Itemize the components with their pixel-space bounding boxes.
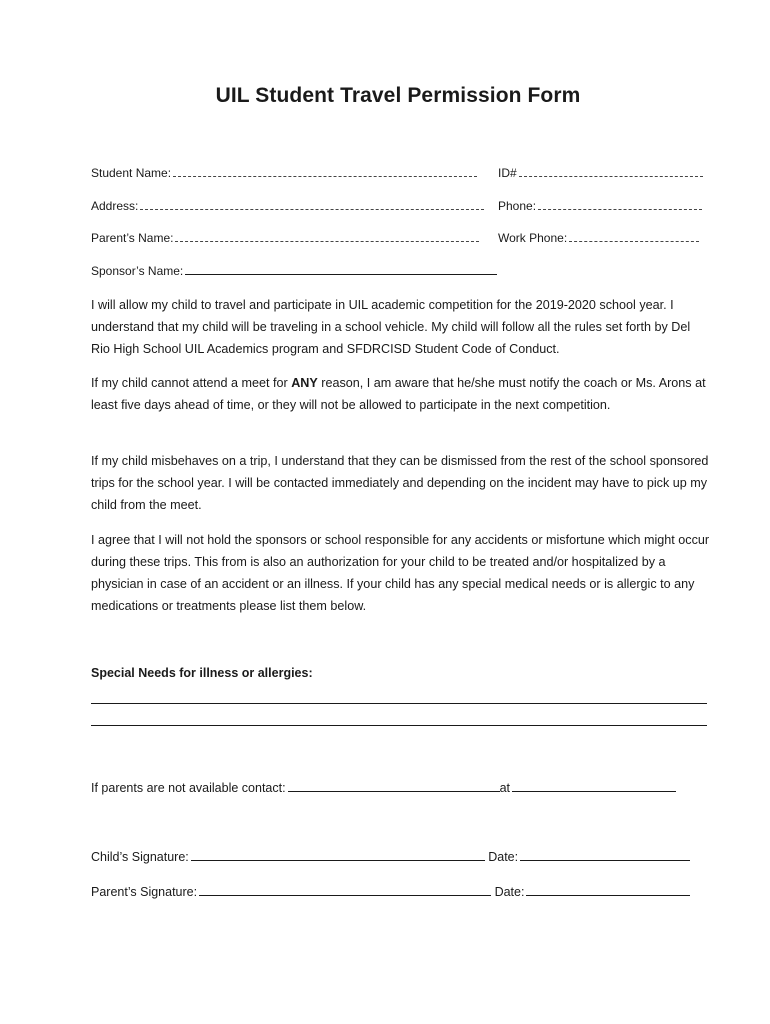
phone-row bbox=[498, 198, 702, 214]
parent-name-row bbox=[91, 230, 479, 246]
parent-date-label: Date: bbox=[494, 885, 525, 899]
work-phone-row bbox=[498, 230, 699, 246]
special-needs-line-2[interactable] bbox=[91, 725, 707, 726]
paragraph-liability: I agree that I will not hold the sponsors or school responsible for any accidents or misfortune which might occur during these trips. This from is also an authorization for your child to be treated and/or hospitalized by a physician in case of an accident or an illness. If your child has any special medical needs or is allergic to any medications or treatments please list them below. bbox=[91, 533, 710, 613]
child-date-label: Date: bbox=[488, 850, 519, 864]
sponsor-name-field[interactable] bbox=[185, 263, 497, 275]
contact-name-field[interactable] bbox=[288, 780, 500, 792]
contact-at-label: at bbox=[499, 781, 510, 795]
special-needs-line-1[interactable] bbox=[91, 703, 707, 704]
parent-name-field[interactable] bbox=[175, 230, 479, 242]
sponsor-name-row bbox=[91, 263, 497, 279]
contact-label: If parents are not available contact: bbox=[91, 781, 286, 795]
student-name-label: Student Name: bbox=[91, 166, 172, 180]
special-needs-heading: Special Needs for illness or allergies: bbox=[91, 666, 313, 680]
id-field[interactable] bbox=[519, 165, 703, 177]
parent-name-label: Parent’s Name: bbox=[91, 231, 174, 245]
form-title: UIL Student Travel Permission Form bbox=[215, 84, 581, 107]
sponsor-name-label: Sponsor’s Name: bbox=[91, 264, 184, 278]
parent-signature-field[interactable] bbox=[199, 884, 491, 896]
address-row bbox=[91, 198, 484, 214]
work-phone-field[interactable] bbox=[569, 230, 699, 242]
paragraph-notify-coach bbox=[91, 372, 711, 416]
parent-signature-label: Parent’s Signature: bbox=[91, 885, 198, 899]
student-name-field[interactable] bbox=[173, 165, 477, 177]
address-label: Address: bbox=[91, 199, 139, 213]
work-phone-label: Work Phone: bbox=[498, 231, 568, 245]
student-name-row bbox=[91, 165, 477, 181]
paragraph-misbehavior: If my child misbehaves on a trip, I understand that they can be dismissed from the rest of the school sponsored trips for the school year. I will be contacted immediately and depending on the incident may have to pick up my child from the meet. bbox=[91, 454, 709, 512]
child-signature-label: Child’s Signature: bbox=[91, 850, 189, 864]
id-label: ID# bbox=[498, 166, 517, 180]
paragraph-travel-consent: I will allow my child to travel and participate in UIL academic competition for the 2019-2020 school year. I understand that my child will be traveling in a school vehicle. My child will follow all the rules set forth by Del Rio High School UIL Academics program and SFDRCISD Student Code of Conduct. bbox=[91, 298, 691, 356]
parent-signature-row bbox=[91, 884, 690, 900]
child-signature-row bbox=[91, 849, 690, 865]
paragraph-notify-text-1: If my child cannot attend a meet for bbox=[91, 376, 292, 390]
id-row bbox=[498, 165, 703, 181]
paragraph-notify-emphasis: ANY bbox=[291, 376, 318, 390]
phone-label: Phone: bbox=[498, 199, 537, 213]
address-field[interactable] bbox=[140, 198, 484, 210]
child-date-field[interactable] bbox=[520, 849, 690, 861]
child-signature-field[interactable] bbox=[191, 849, 485, 861]
paragraph-notify-text-2: reason, I am aware that he/she must notify the coach or Ms. Arons at least five days ahead of time, or they will not be allowed to participate in the next competition. bbox=[91, 376, 706, 412]
emergency-contact-row bbox=[91, 780, 676, 796]
phone-field[interactable] bbox=[538, 198, 702, 210]
contact-phone-field[interactable] bbox=[512, 780, 676, 792]
parent-date-field[interactable] bbox=[526, 884, 690, 896]
